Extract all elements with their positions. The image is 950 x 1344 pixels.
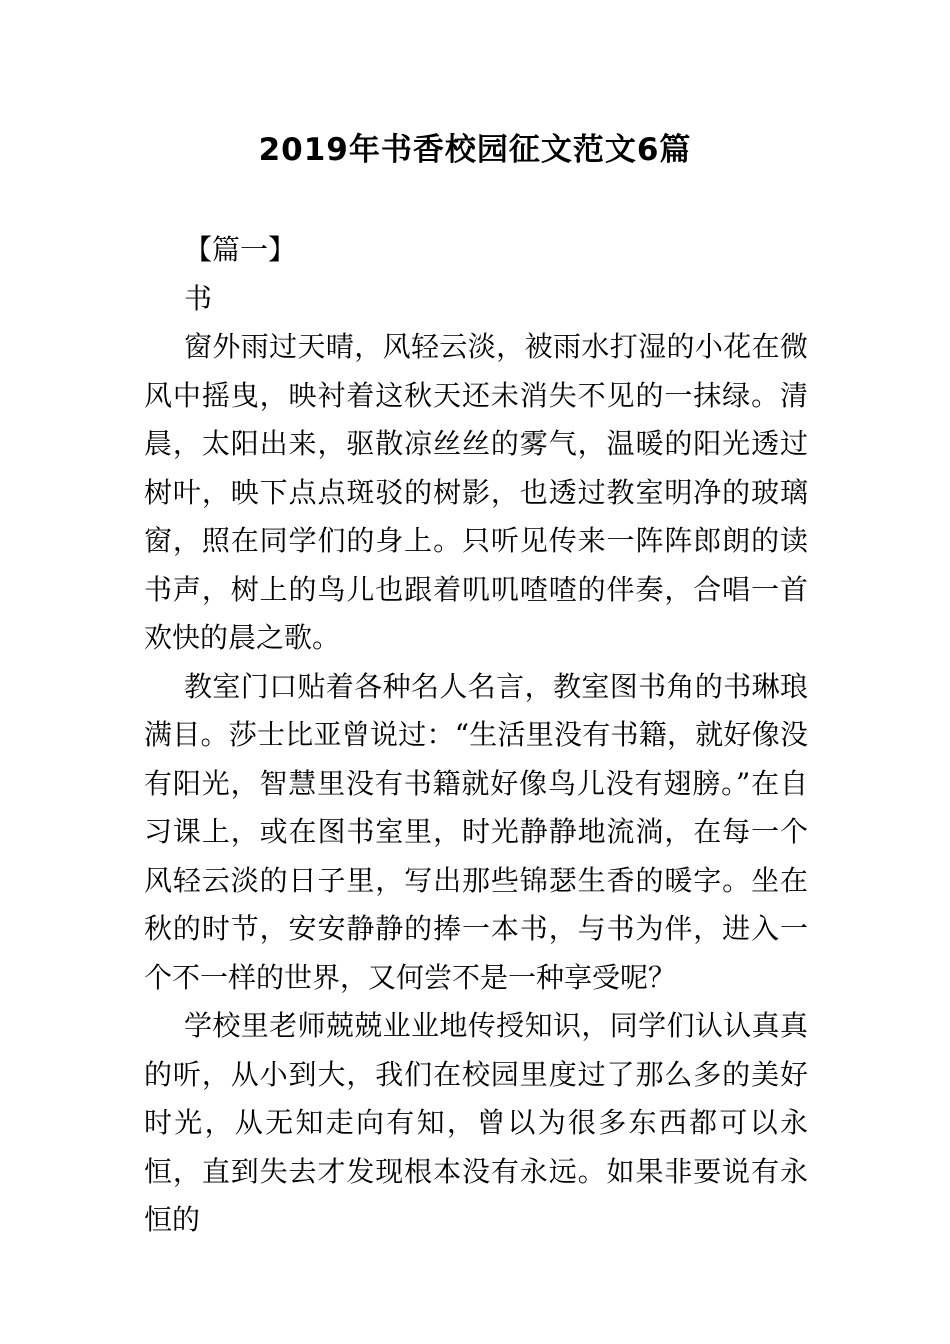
paragraph-3: 学校里老师兢兢业业地传授知识，同学们认认真真的听，从小到大，我们在校园里度过了那么多的美好时光，从无知走向有知，曾以为很多东西都可以永恒，直到失去才发现根本没有永远。如果非要说有永恒的: [144, 1009, 808, 1236]
essay-title: 书: [184, 281, 213, 315]
paragraph-1: 窗外雨过天晴，风轻云淡，被雨水打湿的小花在微风中摇曳，映衬着这秋天还未消失不见的一抹绿。清晨，太阳出来，驱散凉丝丝的雾气，温暖的阳光透过树叶，映下点点斑驳的树影，也透过教室明净的玻璃窗，照在同学们的身上。只听见传来一阵阵郎朗的读书声，树上的鸟儿也跟着叽叽喳喳的伴奏，合唱一首欢快的晨之歌。: [144, 330, 808, 654]
paragraph-2: 教室门口贴着各种名人名言，教室图书角的书琳琅满目。莎士比亚曾说过：“生活里没有书籍，就好像没有阳光，智慧里没有书籍就好像鸟儿没有翅膀。”在自习课上，或在图书室里，时光静静地流淌，在每一个风轻云淡的日子里，写出那些锦瑟生香的暖字。坐在秋的时节，安安静静的捧一本书，与书为伴，进入一个不一样的世界，又何尝不是一种享受呢？: [144, 669, 808, 994]
section-label: 【篇一】: [184, 233, 297, 266]
document-body: [144, 226, 808, 1245]
document-title: 2019年书香校园征文范文6篇: [258, 132, 692, 168]
